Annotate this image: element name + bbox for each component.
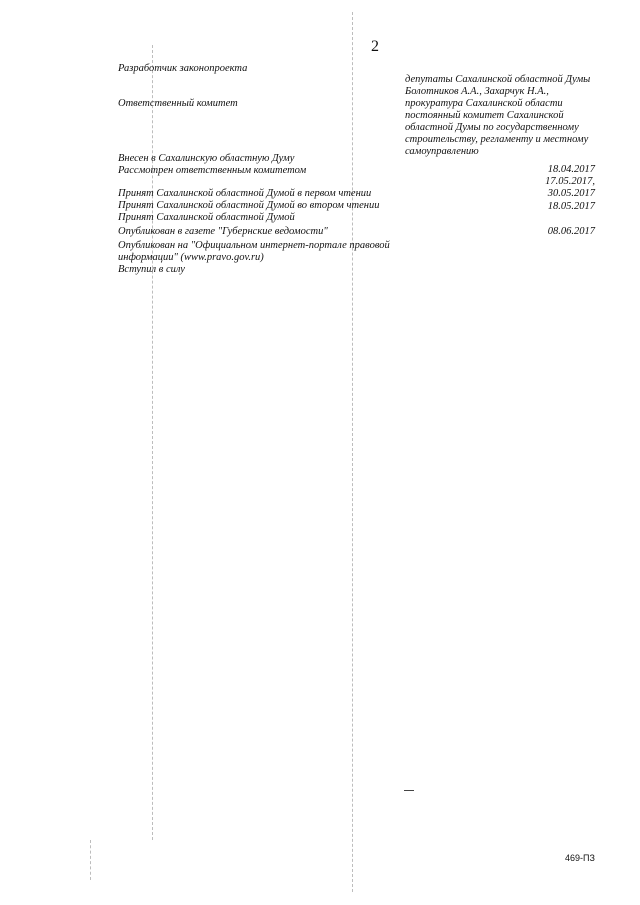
label-first-reading: Принят Сахалинской областной Думой в первом чтении: [118, 188, 372, 199]
right-column-values: [405, 74, 613, 158]
scan-line: [90, 840, 91, 880]
label-published-portal-line2: информации" (www.pravo.gov.ru): [118, 252, 264, 263]
label-in-force: Вступил в силу: [118, 264, 185, 275]
committee-value-line1: постоянный комитет Сахалинской: [405, 110, 564, 121]
document-code: 469-ПЗ: [565, 853, 595, 863]
developer-value-line3: прокуратура Сахалинской области: [405, 98, 563, 109]
label-adopted: Принят Сахалинской областной Думой: [118, 212, 295, 223]
date-reviewed-2: 30.05.2017: [547, 188, 595, 199]
developer-value-line2: Болотников А.А., Захарчук Н.А.,: [405, 86, 549, 97]
date-submitted: 18.04.2017: [547, 164, 595, 175]
label-committee: Ответственный комитет: [118, 98, 238, 109]
label-published-gazette: Опубликован в газете "Губернские ведомости": [118, 226, 328, 237]
label-second-reading: Принят Сахалинской областной Думой во втором чтении: [118, 200, 380, 211]
label-published-portal-line1: Опубликован на "Официальном интернет-портале правовой: [118, 240, 390, 251]
scan-mark: [404, 790, 414, 791]
label-submitted: Внесен в Сахалинскую областную Думу: [118, 153, 295, 164]
developer-value-line1: депутаты Сахалинской областной Думы: [405, 74, 591, 85]
page-number: 2: [371, 38, 379, 55]
date-first-reading: 18.05.2017: [547, 201, 595, 212]
scan-line: [352, 12, 353, 892]
label-reviewed: Рассмотрен ответственным комитетом: [118, 165, 307, 176]
committee-value-line3: строительству, регламенту и местному: [405, 134, 589, 145]
committee-value-line4: самоуправлению: [405, 146, 479, 157]
date-reviewed: 17.05.2017,: [545, 176, 595, 187]
date-published-gazette: 08.06.2017: [547, 226, 595, 237]
committee-value-line2: областной Думы по государственному: [405, 122, 579, 133]
label-developer: Разработчик законопроекта: [118, 63, 248, 74]
